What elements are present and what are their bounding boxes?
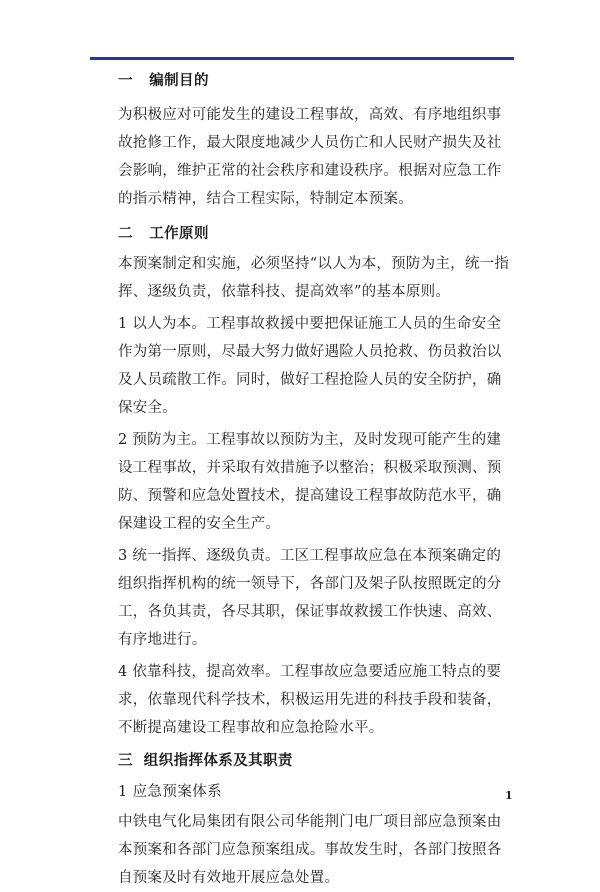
paragraph-principle-3: 3 统一指挥、逐级负责。工区工程事故应急在本预案确定的组织指挥机构的统一领导下，各部门及架子队按照既定的分工，各负其责，各尽其职，保证事故救援工作快速、高效、有序地进行。 (118, 548, 502, 648)
paragraph-purpose: 为积极应对可能发生的建设工程事故，高效、有序地组织事故抢修工作，最大限度地减少人员伤亡和人民财产损失及社会影响，维护正常的社会秩序和建设秩序。根据对应急工作的指示精神，结合工程实际，特制定本预案。 (118, 107, 502, 207)
paragraph-principle-2: 2 预防为主。工程事故以预防为主，及时发现可能产生的建设工程事故，并采取有效措施予以整治；积极采取预测、预防、预警和应急处置技术，提高建设工程事故防范水平，确保建设工程的安全生产。 (118, 432, 502, 532)
section-heading-organization: 三 组织指挥体系及其职责 (118, 753, 293, 769)
paragraph-plan-system: 中铁电气化局集团有限公司华能荆门电厂项目部应急预案由本预案和各部门应急预案组成。事故发生时，各部门按照各自预案及时有效地开展应急处置。 (118, 814, 502, 886)
paragraph-principle-1: 1 以人为本。工程事故救援中要把保证施工人员的生命安全作为第一原则，尽最大努力做好遇险人员抢救、伤员救治以及人员疏散工作。同时，做好工程抢险人员的安全防护，确保安全。 (118, 316, 502, 416)
subsection-heading-plan-system: 1 应急预案体系 (118, 784, 223, 800)
paragraph-principle-4: 4 依靠科技，提高效率。工程事故应急要适应施工特点的要求，依靠现代科学技术，积极运用先进的科技手段和装备，不断提高建设工程事故和应急抢险水平。 (118, 664, 502, 736)
document-body (118, 66, 514, 892)
paragraph-principles-intro: 本预案制定和实施，必须坚持“以人为本，预防为主，统一指挥、逐级负责，依靠科技、提高效率”的基本原则。 (118, 256, 510, 300)
section-heading-principles: 二 工作原则 (118, 226, 209, 242)
page-number: 1 (505, 789, 513, 802)
header-rule (90, 57, 514, 60)
section-heading-purpose: 一 编制目的 (118, 73, 209, 89)
